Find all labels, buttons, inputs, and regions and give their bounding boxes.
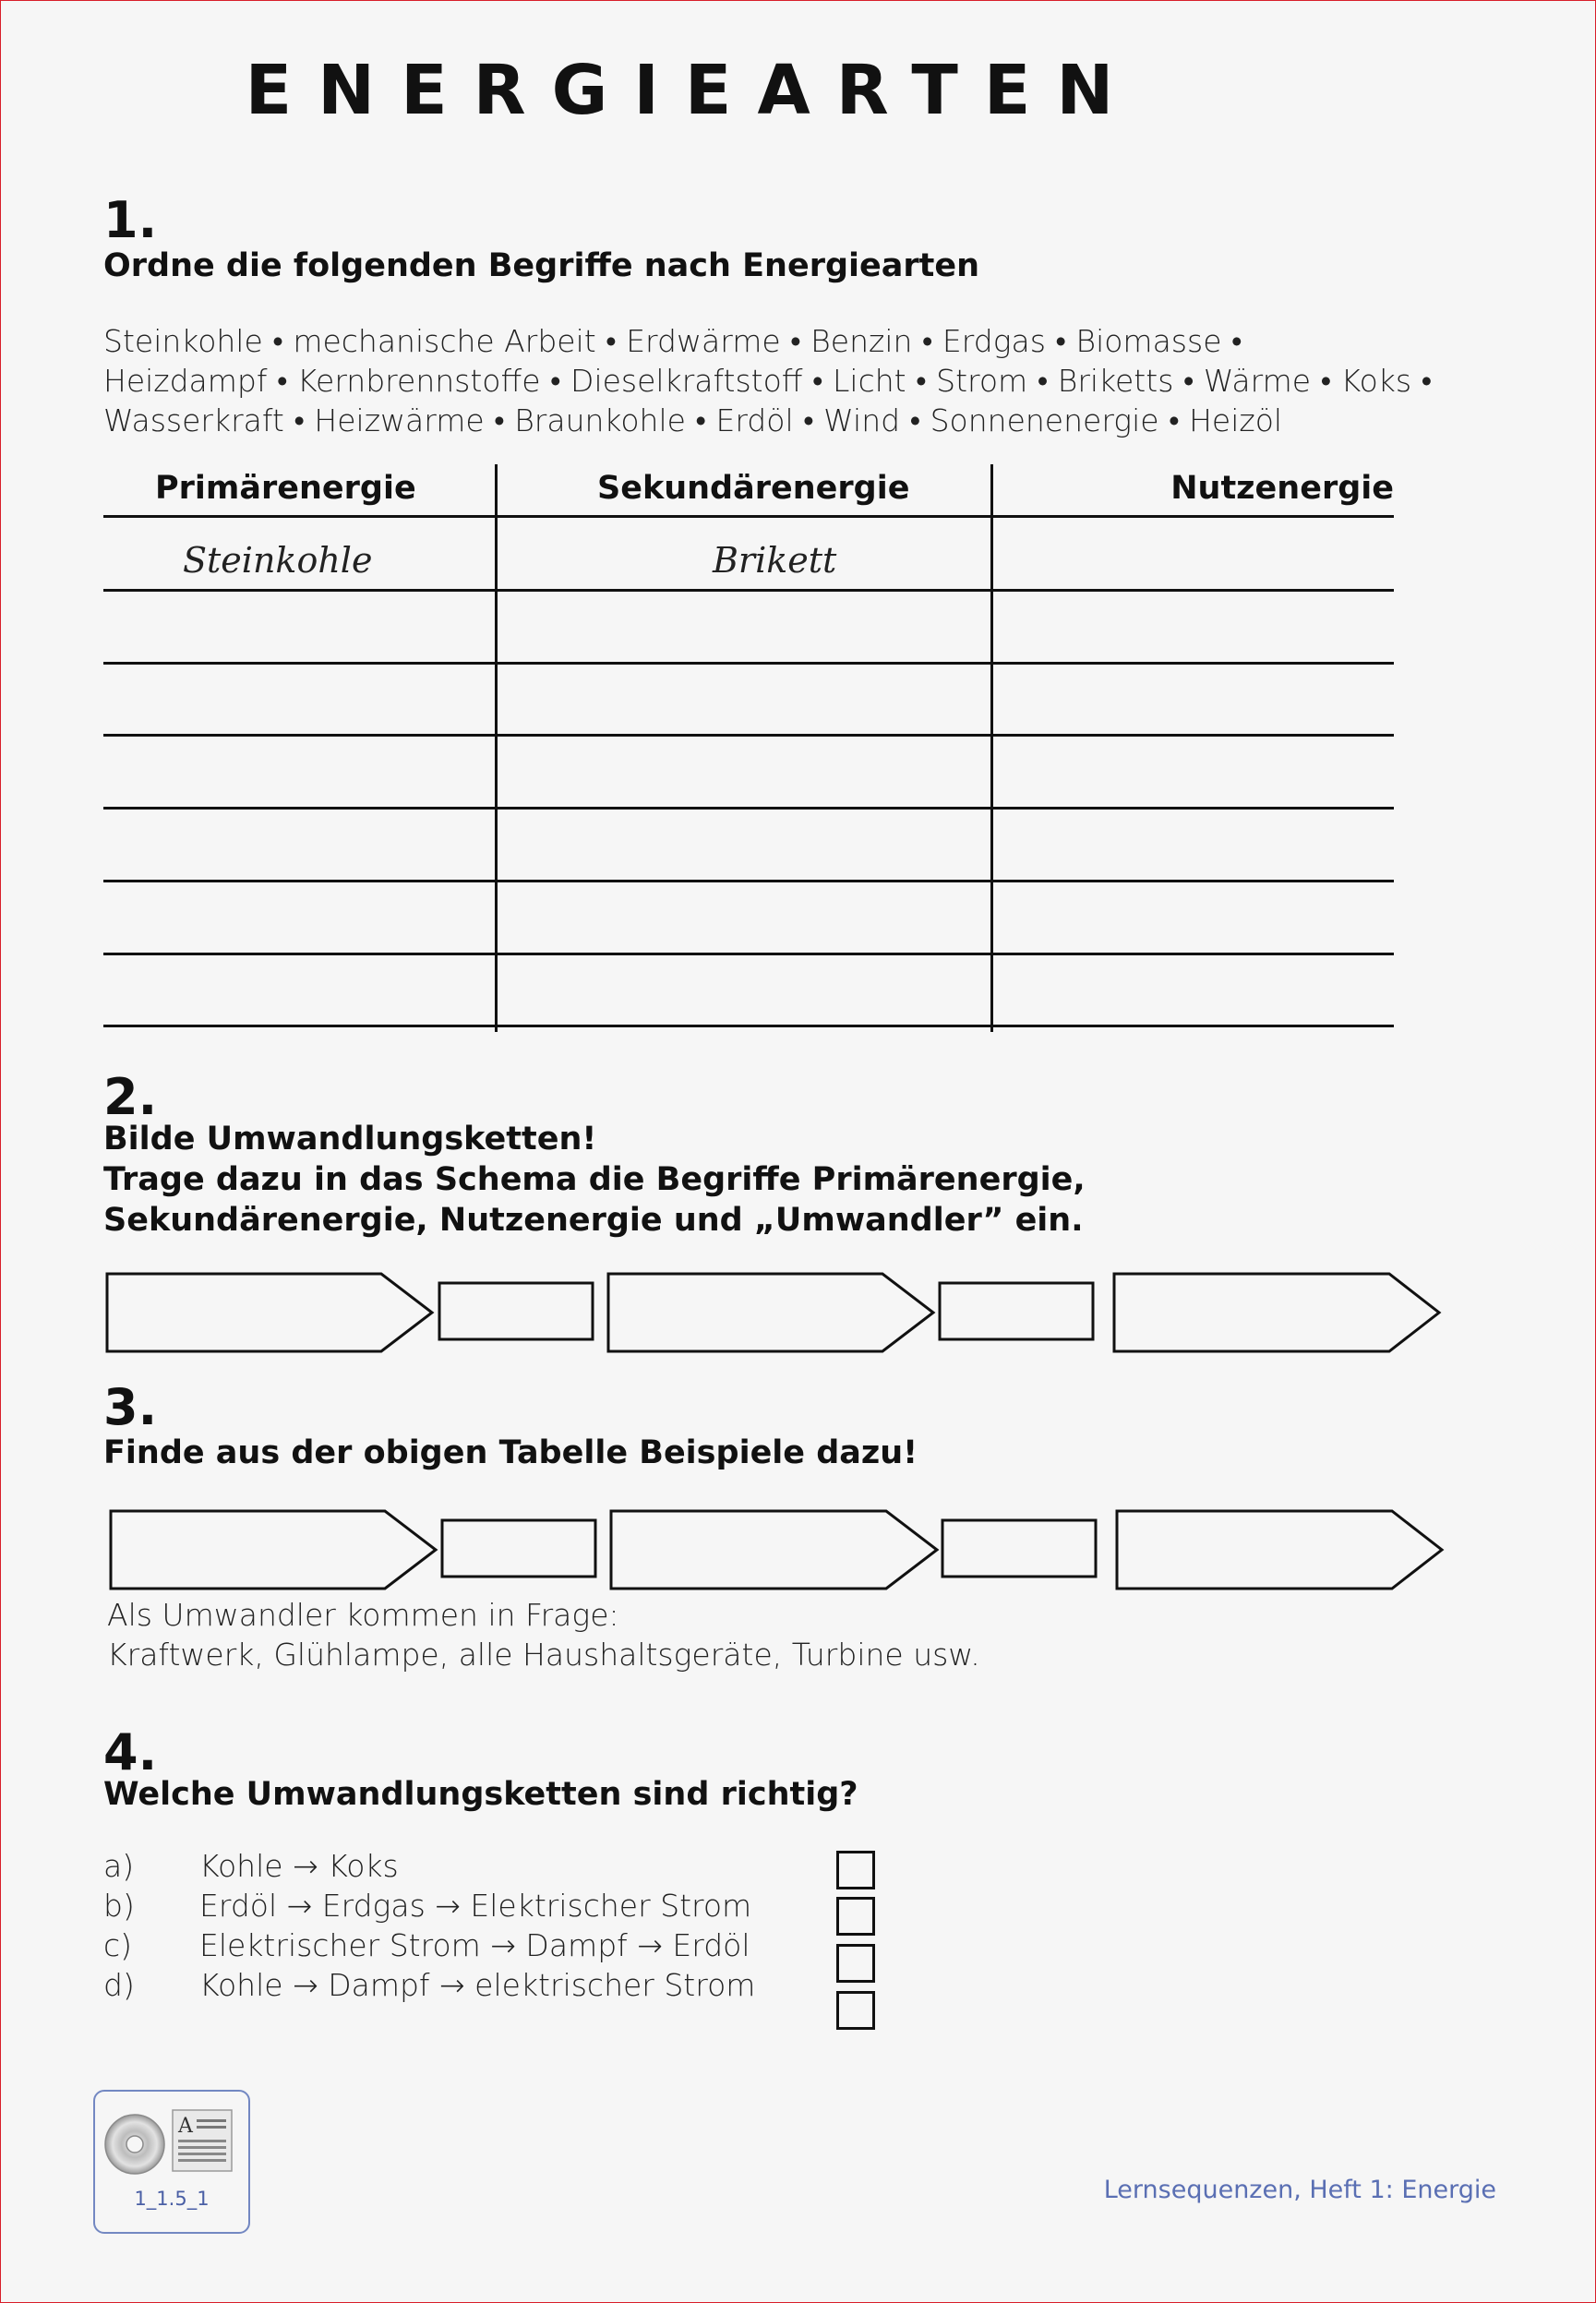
chain-arrow-box	[1114, 1274, 1439, 1351]
item-letter: d)	[103, 1967, 135, 2003]
column-divider	[990, 464, 993, 1032]
terms-line: Heizdampf • Kernbrennstoffe • Dieselkraftstoff • Licht • Strom • Briketts • Wärme • Koks •	[103, 363, 1433, 399]
chain-arrow-box	[107, 1274, 432, 1351]
task3-note	[107, 1595, 980, 1674]
task2-heading-line: Sekundärenergie, Nutzenergie und „Umwandler” ein.	[103, 1202, 1084, 1239]
chain-converter-box	[442, 1520, 595, 1577]
task2-chain-schema	[0, 1265, 1596, 1357]
checkbox-c[interactable]	[836, 1944, 875, 1983]
item-letter: b)	[103, 1888, 135, 1924]
task1-terms	[103, 321, 1432, 440]
task2-heading-line: Bilde Umwandlungsketten!	[103, 1121, 597, 1157]
table-rule	[103, 515, 1394, 518]
table-rule	[103, 589, 1394, 592]
media-badge[interactable]	[93, 2090, 250, 2234]
chain-converter-box	[439, 1283, 593, 1339]
table-rule	[103, 953, 1394, 955]
header-nutzenergie: Nutzenergie	[1170, 470, 1394, 507]
header-primaerenergie: Primärenergie	[155, 470, 416, 507]
task3-chain-schema	[0, 1502, 1596, 1594]
chain-converter-box	[942, 1520, 1096, 1577]
column-divider	[495, 464, 498, 1032]
list-item-d	[103, 1965, 755, 2005]
table-rule	[103, 1025, 1394, 1027]
item-text: Kohle → Koks	[199, 1848, 399, 1884]
energy-table	[103, 464, 1394, 1032]
list-item-c	[103, 1925, 750, 1965]
task3-number: 3.	[103, 1378, 158, 1436]
note-line: Als Umwandler kommen in Frage:	[107, 1597, 619, 1633]
example-sekundaer: Brikett	[713, 540, 837, 581]
note-line: Kraftwerk, Glühlampe, alle Haushaltsgeräte, Turbine usw.	[107, 1637, 980, 1673]
terms-line: Wasserkraft • Heizwärme • Braunkohle • Erdöl • Wind • Sonnenenergie • Heizöl	[103, 402, 1283, 438]
list-item-a	[103, 1846, 399, 1886]
page-title: ENERGIEARTEN	[245, 51, 1140, 130]
item-text: Erdöl → Erdgas → Elektrischer Strom	[199, 1888, 752, 1924]
cd-icon	[102, 2112, 167, 2177]
task1-heading: Ordne die folgenden Begriffe nach Energiearten	[103, 247, 980, 284]
task2-heading	[103, 1119, 1086, 1241]
header-sekundaerenergie: Sekundärenergie	[597, 470, 910, 507]
task3-heading: Finde aus der obigen Tabelle Beispiele dazu!	[103, 1434, 918, 1471]
chain-arrow-box	[608, 1274, 933, 1351]
chain-converter-box	[940, 1283, 1093, 1339]
item-letter: c)	[103, 1927, 133, 1963]
terms-line: Steinkohle • mechanische Arbeit • Erdwärme • Benzin • Erdgas • Biomasse •	[103, 323, 1242, 359]
svg-text:A: A	[178, 2115, 193, 2138]
table-rule	[103, 662, 1394, 665]
task2-heading-line: Trage dazu in das Schema die Begriffe Primärenergie,	[103, 1161, 1086, 1198]
item-letter: a)	[103, 1848, 135, 1884]
checkbox-b[interactable]	[836, 1897, 875, 1936]
document-icon	[171, 2108, 235, 2175]
checkbox-d[interactable]	[836, 1991, 875, 2030]
checkbox-a[interactable]	[836, 1851, 875, 1889]
example-primaer: Steinkohle	[183, 540, 373, 581]
task4-heading: Welche Umwandlungsketten sind richtig?	[103, 1776, 858, 1813]
badge-label: 1_1.5_1	[134, 2188, 210, 2210]
chain-arrow-box	[1117, 1511, 1442, 1589]
item-text: Kohle → Dampf → elektrischer Strom	[199, 1967, 756, 2003]
chain-arrow-box	[111, 1511, 436, 1589]
table-rule	[103, 734, 1394, 737]
footer-text: Lernsequenzen, Heft 1: Energie	[1103, 2176, 1496, 2204]
list-item-b	[103, 1886, 751, 1925]
table-rule	[103, 880, 1394, 882]
item-text: Elektrischer Strom → Dampf → Erdöl	[199, 1927, 750, 1963]
chain-arrow-box	[611, 1511, 937, 1589]
task2-number: 2.	[103, 1068, 158, 1126]
task1-number: 1.	[103, 191, 158, 249]
task4-number: 4.	[103, 1723, 158, 1781]
table-rule	[103, 807, 1394, 810]
